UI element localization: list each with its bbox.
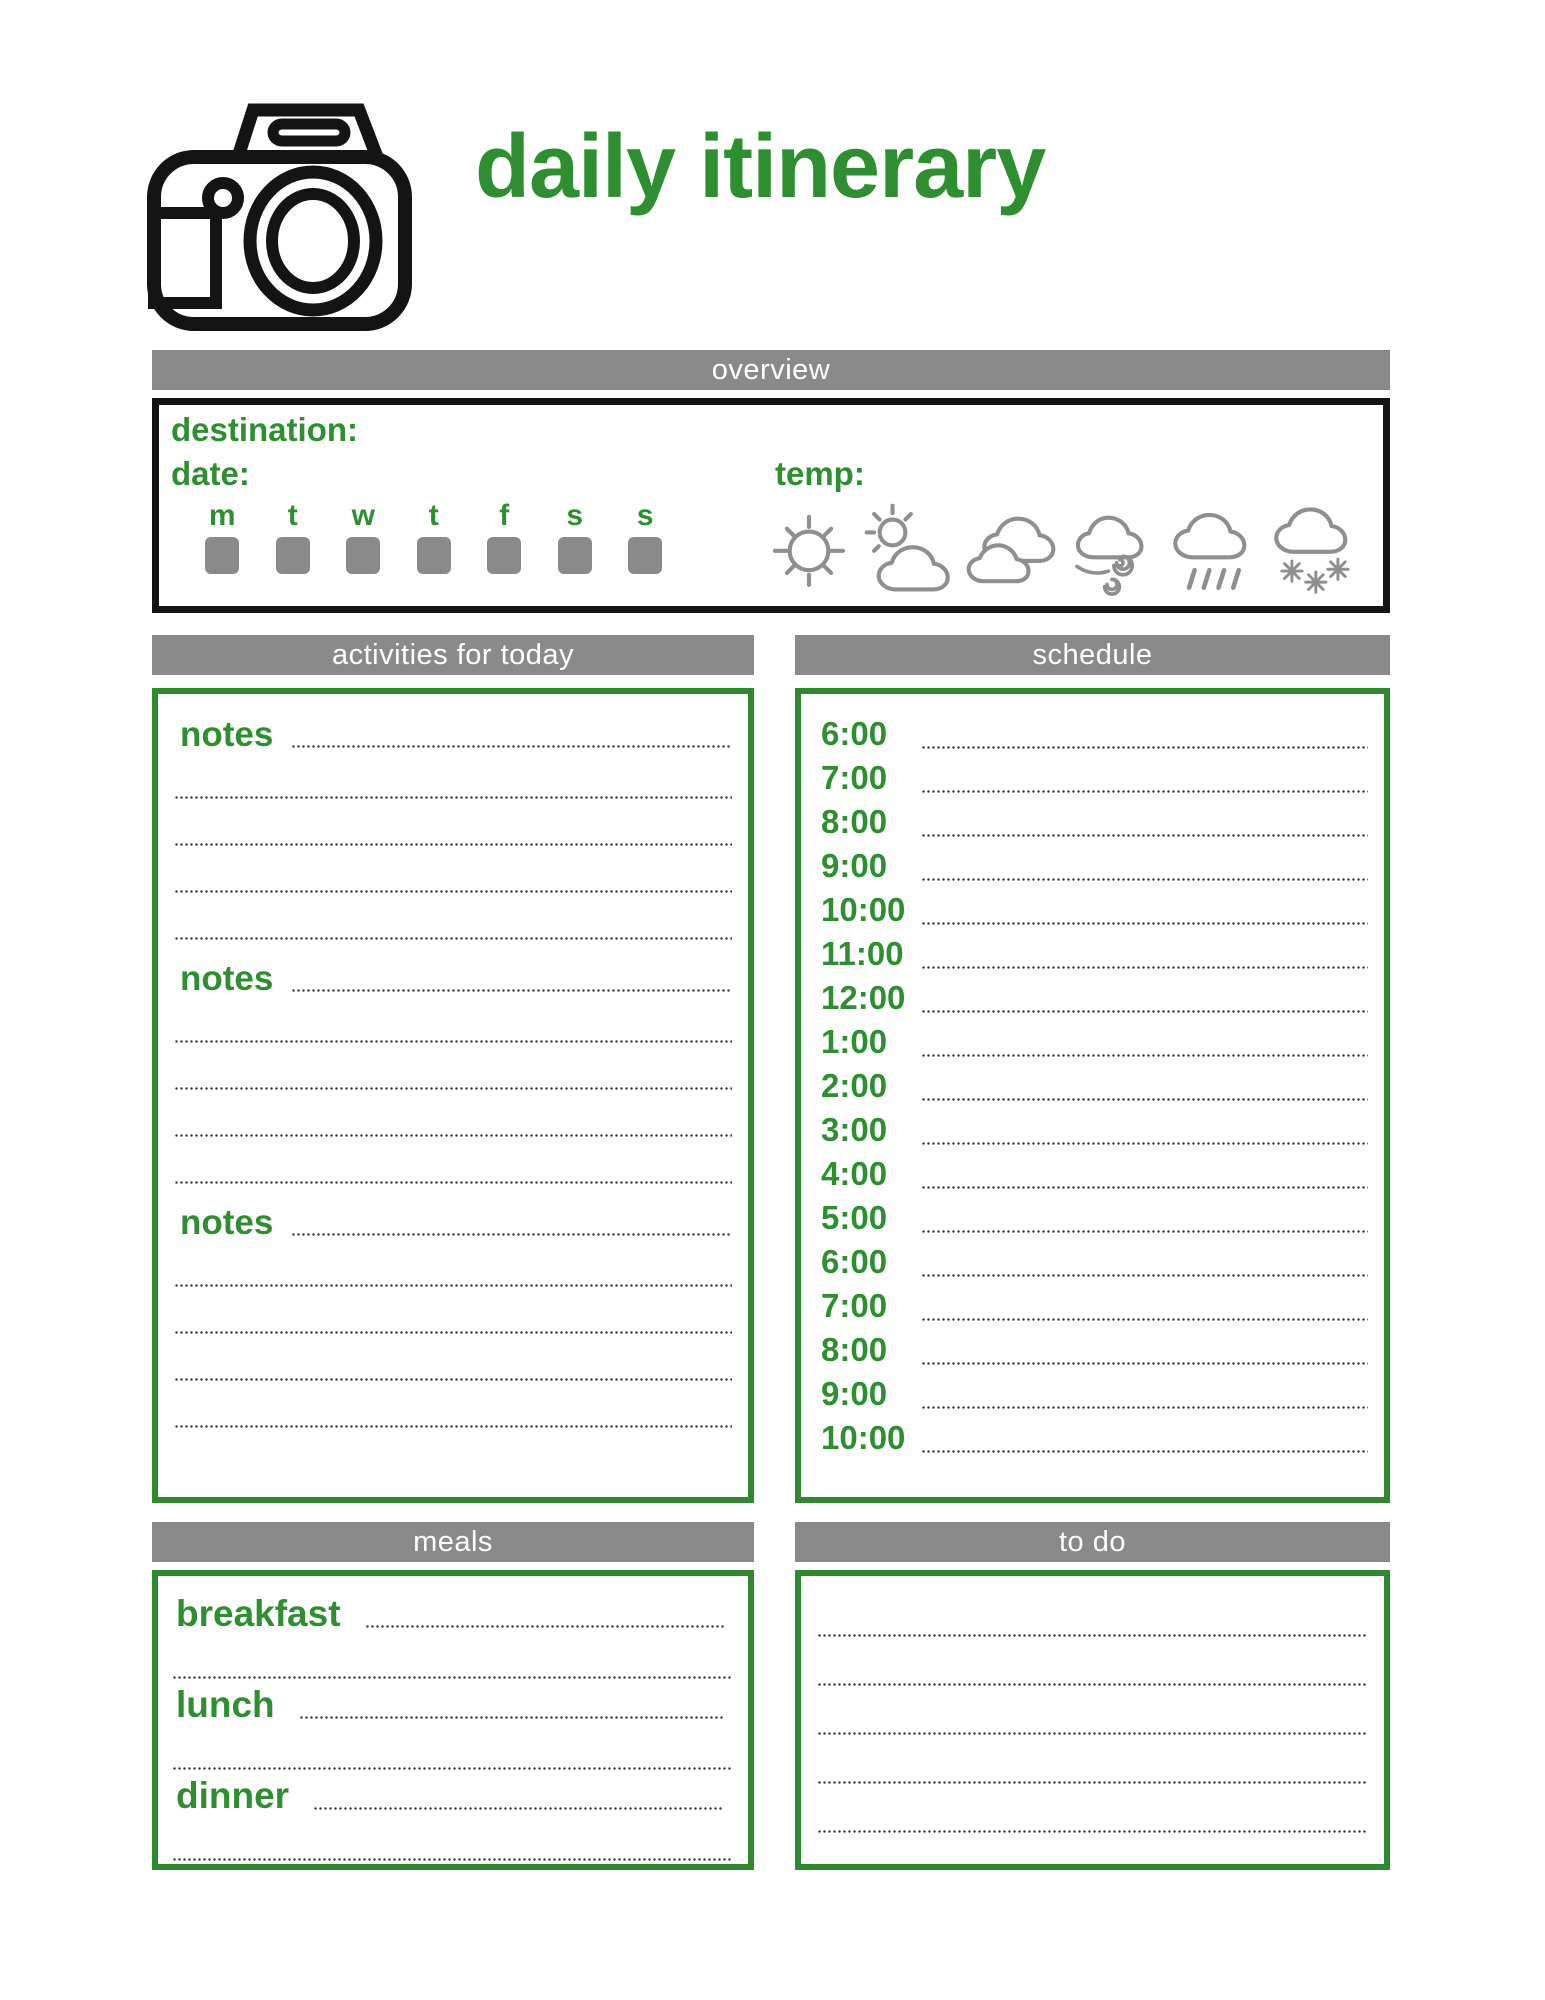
schedule-row	[821, 1368, 1368, 1412]
partly-cloudy-icon[interactable]	[864, 497, 956, 601]
schedule-section-header	[795, 635, 1390, 675]
schedule-time-label: 6:00	[821, 1243, 888, 1281]
weekday-selector	[187, 501, 681, 574]
write-line[interactable]	[174, 1378, 732, 1381]
weekday-label: s	[566, 499, 584, 532]
activities-box	[152, 688, 754, 1503]
weekday-label: m	[208, 499, 236, 532]
schedule-line[interactable]	[921, 1054, 1368, 1057]
write-line[interactable]	[299, 1716, 724, 1719]
date-label: date:	[171, 455, 250, 492]
schedule-line[interactable]	[921, 1318, 1368, 1321]
weekday-column	[399, 501, 470, 574]
schedule-row	[821, 708, 1368, 752]
schedule-time-label: 8:00	[821, 803, 888, 841]
meal-group	[172, 1679, 732, 1770]
rainy-icon[interactable]	[1167, 497, 1259, 601]
schedule-row	[821, 752, 1368, 796]
weather-selector	[763, 497, 1360, 601]
schedule-time-label: 5:00	[821, 1199, 888, 1237]
schedule-line[interactable]	[921, 1142, 1368, 1145]
write-line[interactable]	[817, 1781, 1368, 1784]
schedule-box	[795, 688, 1390, 1503]
cloudy-icon[interactable]	[965, 497, 1057, 601]
temp-label: temp:	[775, 455, 865, 492]
note-group	[174, 948, 732, 1184]
todo-header-label: to do	[1059, 1525, 1126, 1558]
note-line-row	[174, 1334, 732, 1381]
schedule-line[interactable]	[921, 834, 1368, 837]
day-checkbox[interactable]	[276, 537, 310, 574]
note-label-row	[174, 948, 732, 996]
note-line-row	[174, 1137, 732, 1184]
schedule-row	[821, 928, 1368, 972]
note-line-row	[174, 1090, 732, 1137]
note-line-row	[174, 996, 732, 1043]
write-line[interactable]	[172, 1676, 732, 1679]
todo-line-row	[817, 1686, 1368, 1735]
schedule-time-label: 10:00	[821, 891, 906, 929]
activities-header-label: activities for today	[331, 638, 575, 671]
write-line[interactable]	[291, 989, 732, 992]
schedule-line[interactable]	[921, 1450, 1368, 1453]
note-group	[174, 704, 732, 940]
destination-label: destination:	[171, 411, 358, 448]
write-line[interactable]	[817, 1683, 1368, 1686]
overview-header-label: overview	[711, 353, 831, 386]
note-line-row	[174, 893, 732, 940]
schedule-line[interactable]	[921, 1098, 1368, 1101]
write-line[interactable]	[291, 745, 732, 748]
schedule-line[interactable]	[921, 1230, 1368, 1233]
todo-box	[795, 1570, 1390, 1870]
schedule-line[interactable]	[921, 790, 1368, 793]
note-line-row	[174, 1381, 732, 1428]
weekday-column	[469, 501, 540, 574]
overview-section-header	[152, 350, 1390, 390]
write-line[interactable]	[174, 1425, 732, 1428]
weekday-label: t	[287, 499, 298, 532]
write-line[interactable]	[817, 1634, 1368, 1637]
schedule-row	[821, 972, 1368, 1016]
weekday-column	[328, 501, 399, 574]
day-checkbox[interactable]	[558, 537, 592, 574]
todo-line-row	[817, 1784, 1368, 1833]
day-checkbox[interactable]	[487, 537, 521, 574]
meal-label-row	[172, 1770, 732, 1814]
write-line[interactable]	[817, 1830, 1368, 1833]
note-line-row	[174, 1287, 732, 1334]
schedule-time-label: 9:00	[821, 1375, 888, 1413]
schedule-time-label: 12:00	[821, 979, 906, 1017]
schedule-time-label: 7:00	[821, 1287, 888, 1325]
notes-label: notes	[180, 715, 274, 754]
schedule-line[interactable]	[921, 1186, 1368, 1189]
note-line-row	[174, 1043, 732, 1090]
notes-label: notes	[180, 1203, 274, 1242]
day-checkbox[interactable]	[205, 537, 239, 574]
page-title: daily itinerary	[475, 117, 1046, 217]
note-line-row	[174, 799, 732, 846]
activities-section-header	[152, 635, 754, 675]
write-line[interactable]	[174, 937, 732, 940]
schedule-time-label: 10:00	[821, 1419, 906, 1457]
write-line[interactable]	[291, 1233, 732, 1236]
todo-section-header	[795, 1522, 1390, 1562]
write-line[interactable]	[174, 1284, 732, 1287]
write-line[interactable]	[174, 1134, 732, 1137]
schedule-time-label: 11:00	[821, 935, 904, 973]
weekday-column	[540, 501, 611, 574]
schedule-time-label: 3:00	[821, 1111, 888, 1149]
overview-box	[152, 398, 1390, 613]
meals-section-header	[152, 1522, 754, 1562]
schedule-row	[821, 884, 1368, 928]
todo-line-row	[817, 1735, 1368, 1784]
meal-group	[172, 1588, 732, 1679]
meal-line-row	[172, 1814, 732, 1861]
schedule-line[interactable]	[921, 922, 1368, 925]
write-line[interactable]	[174, 843, 732, 846]
snowy-icon[interactable]	[1268, 497, 1360, 601]
meal-label-row	[172, 1679, 732, 1723]
meal-group	[172, 1770, 732, 1861]
write-line[interactable]	[817, 1732, 1368, 1735]
schedule-line[interactable]	[921, 1362, 1368, 1365]
schedule-time-label: 4:00	[821, 1155, 888, 1193]
meal-line-row	[172, 1723, 732, 1770]
meals-header-label: meals	[413, 1525, 493, 1558]
meal-label: dinner	[176, 1775, 290, 1816]
schedule-row	[821, 1060, 1368, 1104]
schedule-line[interactable]	[921, 1274, 1368, 1277]
note-line-row	[174, 752, 732, 799]
write-line[interactable]	[313, 1807, 724, 1810]
schedule-row	[821, 1148, 1368, 1192]
write-line[interactable]	[174, 1331, 732, 1334]
schedule-row	[821, 1324, 1368, 1368]
todo-line-row	[817, 1588, 1368, 1637]
write-line[interactable]	[365, 1625, 724, 1628]
sunny-icon[interactable]	[763, 497, 855, 601]
schedule-line[interactable]	[921, 746, 1368, 749]
schedule-row	[821, 1192, 1368, 1236]
schedule-row	[821, 1104, 1368, 1148]
write-line[interactable]	[172, 1767, 732, 1770]
schedule-time-label: 9:00	[821, 847, 888, 885]
note-label-row	[174, 1192, 732, 1240]
schedule-line[interactable]	[921, 966, 1368, 969]
note-line-row	[174, 1240, 732, 1287]
weekday-column	[258, 501, 329, 574]
todo-line-row	[817, 1637, 1368, 1686]
write-line[interactable]	[174, 890, 732, 893]
meal-label: breakfast	[176, 1593, 341, 1634]
note-line-row	[174, 846, 732, 893]
schedule-row	[821, 1412, 1368, 1456]
schedule-time-label: 1:00	[821, 1023, 888, 1061]
schedule-row	[821, 1016, 1368, 1060]
schedule-line[interactable]	[921, 1010, 1368, 1013]
schedule-time-label: 2:00	[821, 1067, 888, 1105]
schedule-line[interactable]	[921, 1406, 1368, 1409]
schedule-time-label: 7:00	[821, 759, 888, 797]
weekday-column	[187, 501, 258, 574]
schedule-row	[821, 1236, 1368, 1280]
write-line[interactable]	[174, 1181, 732, 1184]
schedule-row	[821, 840, 1368, 884]
meal-label: lunch	[176, 1684, 275, 1725]
camera-icon	[146, 95, 422, 335]
weekday-label: w	[351, 499, 375, 532]
write-line[interactable]	[174, 1040, 732, 1043]
day-checkbox[interactable]	[628, 537, 662, 574]
windy-icon[interactable]	[1066, 497, 1158, 601]
schedule-line[interactable]	[921, 878, 1368, 881]
weekday-column	[610, 501, 681, 574]
weekday-label: t	[428, 499, 439, 532]
notes-label: notes	[180, 959, 274, 998]
write-line[interactable]	[174, 1087, 732, 1090]
weekday-label: s	[636, 499, 654, 532]
schedule-header-label: schedule	[1032, 638, 1153, 671]
weekday-label: f	[499, 499, 510, 532]
day-checkbox[interactable]	[417, 537, 451, 574]
schedule-row	[821, 1280, 1368, 1324]
note-label-row	[174, 704, 732, 752]
write-line[interactable]	[174, 796, 732, 799]
meal-label-row	[172, 1588, 732, 1632]
schedule-time-label: 6:00	[821, 715, 888, 753]
write-line[interactable]	[172, 1858, 732, 1861]
meal-line-row	[172, 1632, 732, 1679]
meals-box	[152, 1570, 754, 1870]
schedule-row	[821, 796, 1368, 840]
day-checkbox[interactable]	[346, 537, 380, 574]
note-group	[174, 1192, 732, 1428]
schedule-time-label: 8:00	[821, 1331, 888, 1369]
